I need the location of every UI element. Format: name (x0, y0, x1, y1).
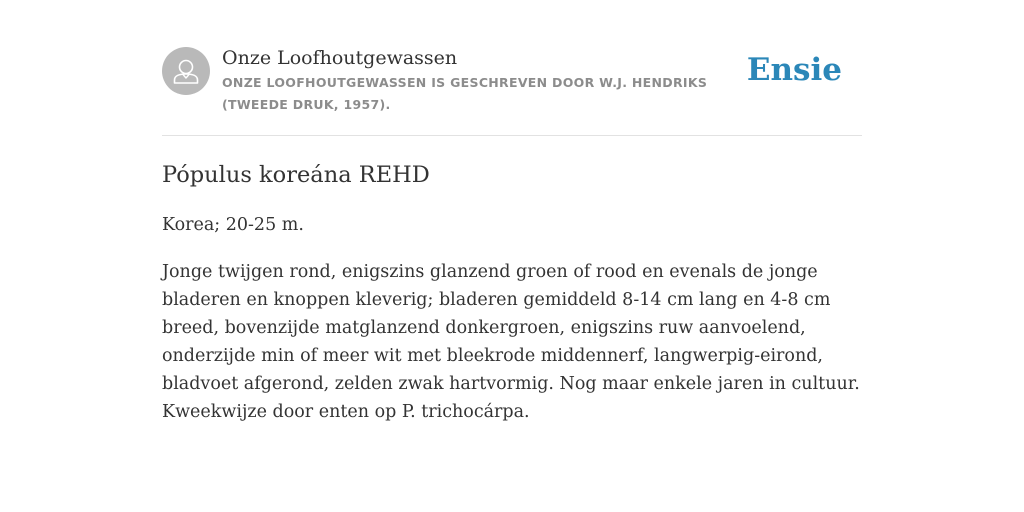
article-paragraph-1: Korea; 20-25 m. (162, 215, 304, 235)
user-silhouette-icon (162, 47, 210, 95)
avatar (162, 47, 210, 95)
source-title[interactable]: Onze Loofhoutgewassen (222, 47, 458, 69)
article-title: Pópulus koreána REHD (162, 162, 430, 188)
ensie-logo[interactable]: Ensie (746, 52, 842, 88)
source-header (162, 46, 862, 136)
article-paragraph-2: Jonge twijgen rond, enigszins glanzend groen of rood en evenals de jonge bladeren en knoppen kleverig; bladeren gemiddeld 8-14 cm lang en 4-8 cm breed, bovenzijde matglanzend donkergroen, enigszins ruw aanvoelend, onderzijde min of meer wit met bleekrode middennerf, langwerpig-eirond, bladvoet afgerond, zelden zwak hartvormig. Nog maar enkele jaren in cultuur. Kweekwijze door enten op P. trichocárpa. (162, 262, 860, 422)
source-description: ONZE LOOFHOUTGEWASSEN IS GESCHREVEN DOOR W.J. HENDRIKS (TWEEDE DRUK, 1957). (222, 75, 708, 112)
article (162, 158, 862, 426)
